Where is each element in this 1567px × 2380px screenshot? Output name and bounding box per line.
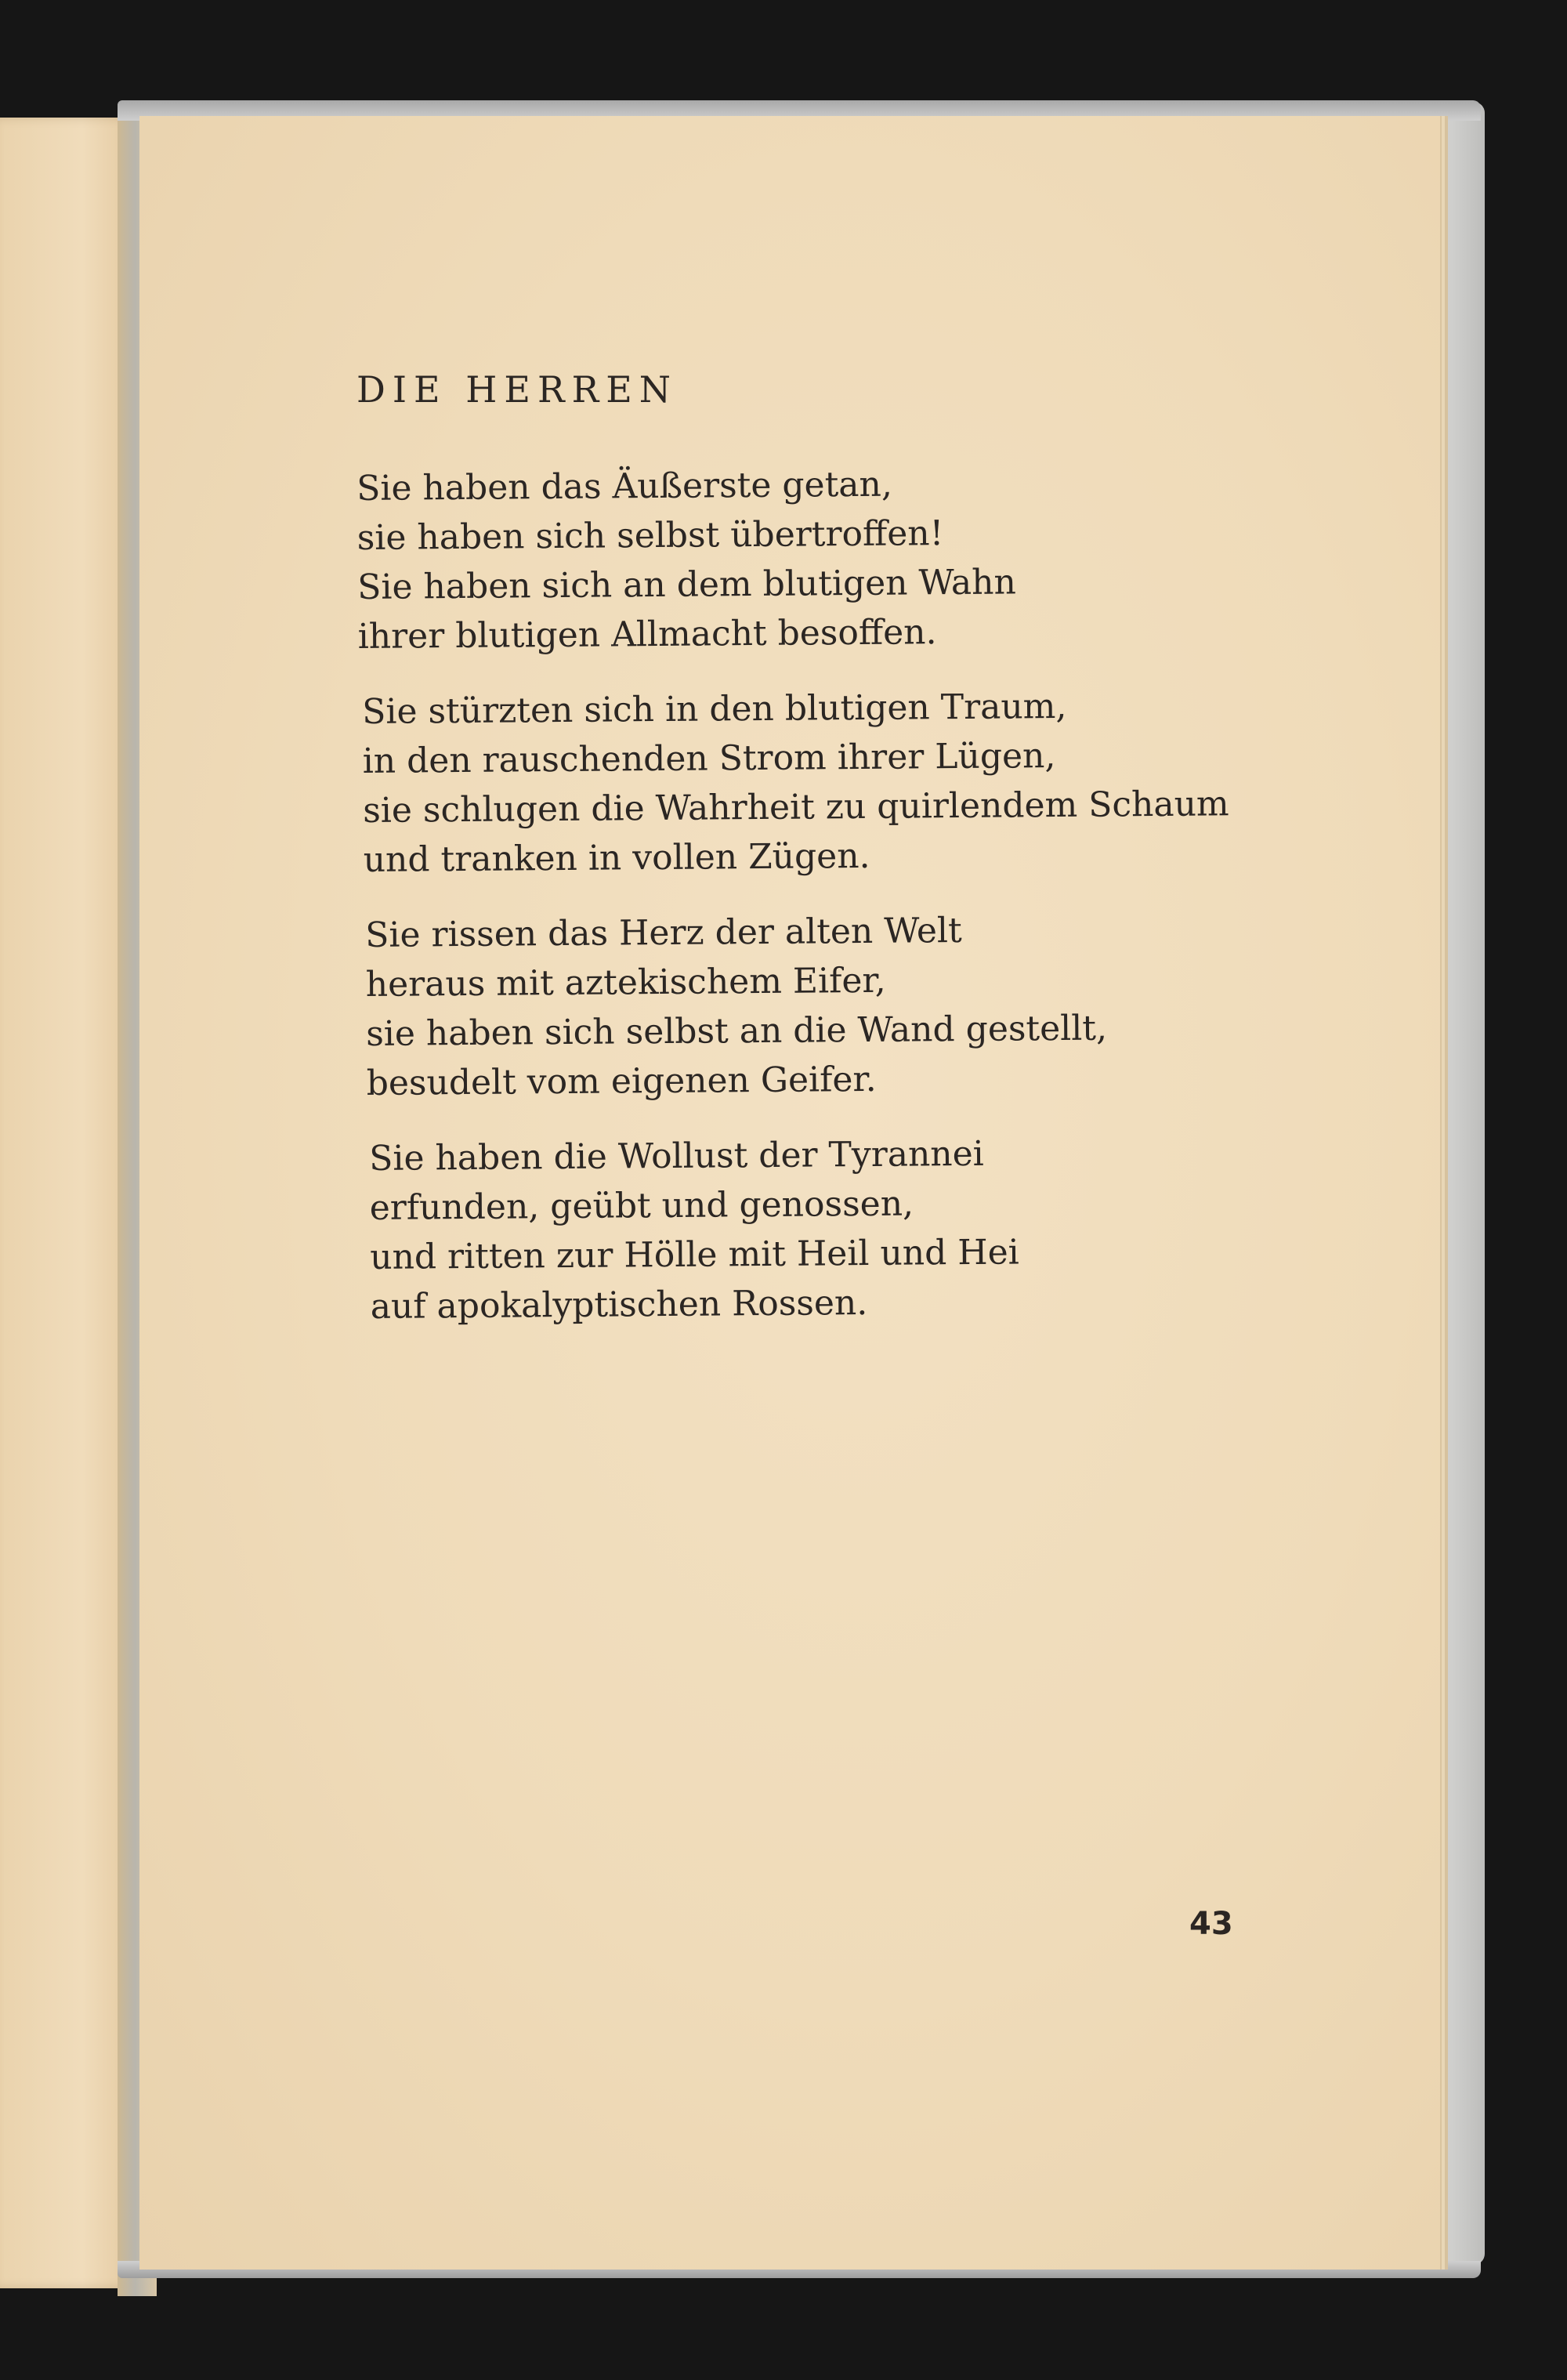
poem-line: und tranken in vollen Zügen. — [363, 835, 870, 880]
poem-title: DIE HERREN — [356, 368, 679, 411]
poem-line: Sie haben sich an dem blutigen Wahn — [357, 562, 1017, 607]
stanza — [369, 1128, 1020, 1331]
stanza — [362, 680, 1229, 885]
poem-line: sie haben sich selbst übertroffen! — [356, 513, 944, 558]
poem-line: Sie stürzten sich in den blutigen Traum, — [362, 686, 1067, 732]
poem-line: ihrer blutigen Allmacht besoffen. — [357, 612, 937, 657]
previous-page-edge — [0, 118, 137, 2288]
poem-line: erfunden, geübt und genossen, — [369, 1183, 914, 1228]
poem-line: Sie haben die Wollust der Tyrannei — [369, 1133, 984, 1179]
poem-line: in den rauschenden Strom ihrer Lügen, — [362, 736, 1056, 781]
poem-line: heraus mit aztekischem Eifer, — [365, 960, 886, 1005]
poem-line: und ritten zur Hölle mit Heil und Hei — [370, 1232, 1019, 1277]
poem-line: auf apokalyptischen Rossen. — [370, 1283, 868, 1327]
poem-line: besudelt vom eigenen Geifer. — [366, 1059, 877, 1103]
stanza — [365, 905, 1108, 1108]
stanza — [356, 458, 1017, 661]
page-number: 43 — [1189, 1906, 1233, 1942]
poem-line: Sie haben das Äußerste getan, — [356, 464, 893, 509]
poem-line: sie schlugen die Wahrheit zu quirlendem Schaum — [363, 784, 1229, 831]
poem-line: sie haben sich selbst an die Wand gestellt, — [366, 1008, 1108, 1054]
poem-line: Sie rissen das Herz der alten Welt — [365, 911, 962, 955]
